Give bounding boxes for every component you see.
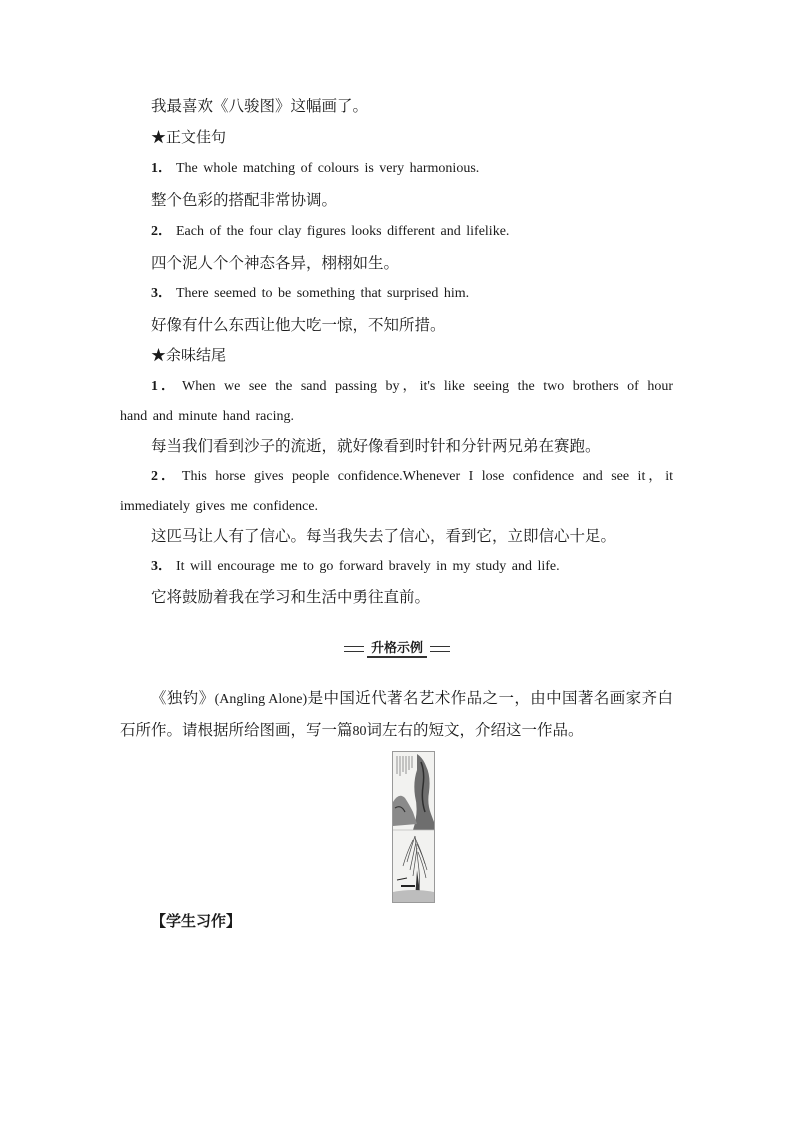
angling-alone-painting xyxy=(392,751,435,903)
intro-line: 我最喜欢《八骏图》这幅画了。 xyxy=(151,97,369,115)
ending-sentence-1-en-line2: hand and minute hand racing. xyxy=(120,409,295,424)
heading-body-sentences: ★正文佳句 xyxy=(151,128,227,146)
body-sentence-1-zh: 整个色彩的搭配非常协调。 xyxy=(151,191,338,209)
ending-sentence-2-zh: 这匹马让人有了信心。每当我失去了信心，看到它，立即信心十足。 xyxy=(151,527,617,545)
task-text-2: 词左右的短文，介绍这一作品。 xyxy=(366,721,584,739)
sentence-text: This horse gives people confidence.Whenever I lose confidence and see it，it xyxy=(181,469,673,484)
body-sentence-2-zh: 四个泥人个个神态各异，栩栩如生。 xyxy=(151,254,400,272)
ending-sentence-2-en-line1 xyxy=(151,467,673,487)
title-rule-left xyxy=(344,646,364,652)
body-sentence-2-en xyxy=(151,222,509,242)
ending-sentence-1-zh: 每当我们看到沙子的流逝，就好像看到时针和分针两兄弟在赛跑。 xyxy=(151,437,601,455)
task-word-count: 80 xyxy=(352,724,367,739)
example-title-text: 升格示例 xyxy=(367,637,427,658)
sentence-text: There seemed to be something that surprised him. xyxy=(176,286,470,301)
title-rule-right xyxy=(430,646,450,652)
ending-sentence-3-zh: 它将鼓励着我在学习和生活中勇往直前。 xyxy=(151,588,431,606)
item-number: 3． xyxy=(151,286,172,301)
sentence-text: It will encourage me to go forward bravely in my study and life. xyxy=(176,559,560,574)
body-sentence-1-en xyxy=(151,159,479,179)
ending-sentence-1-en-line1 xyxy=(151,377,673,397)
item-number: 2． xyxy=(151,469,178,484)
task-text-1: 是中国近代著名艺术作品之一，由中国著名画家齐白石所作。请根据所给图画，写一篇 xyxy=(120,689,673,739)
sentence-text: Each of the four clay figures looks different and lifelike. xyxy=(176,224,510,239)
task-title-en: (Angling Alone) xyxy=(214,692,308,707)
body-sentence-3-zh: 好像有什么东西让他大吃一惊，不知所措。 xyxy=(151,316,446,334)
ending-sentence-2-en-line2: immediately gives me confidence. xyxy=(120,499,319,514)
body-sentence-3-en xyxy=(151,284,469,304)
student-essay-label: 【学生习作】 xyxy=(151,912,242,930)
task-prompt xyxy=(120,683,673,747)
sentence-text: When we see the sand passing by，it's like seeing the two brothers of hour xyxy=(182,379,674,394)
item-number: 2． xyxy=(151,224,172,239)
ending-sentence-3-en xyxy=(151,557,560,577)
item-number: 1． xyxy=(151,161,172,176)
sentence-text: The whole matching of colours is very harmonious. xyxy=(176,161,480,176)
painting-illustration xyxy=(393,752,434,902)
heading-ending-sentences: ★余味结尾 xyxy=(151,346,227,364)
item-number: 3． xyxy=(151,559,172,574)
example-section-title xyxy=(344,636,450,658)
item-number: 1． xyxy=(151,379,179,394)
task-title-zh: 《独钓》 xyxy=(151,689,215,707)
